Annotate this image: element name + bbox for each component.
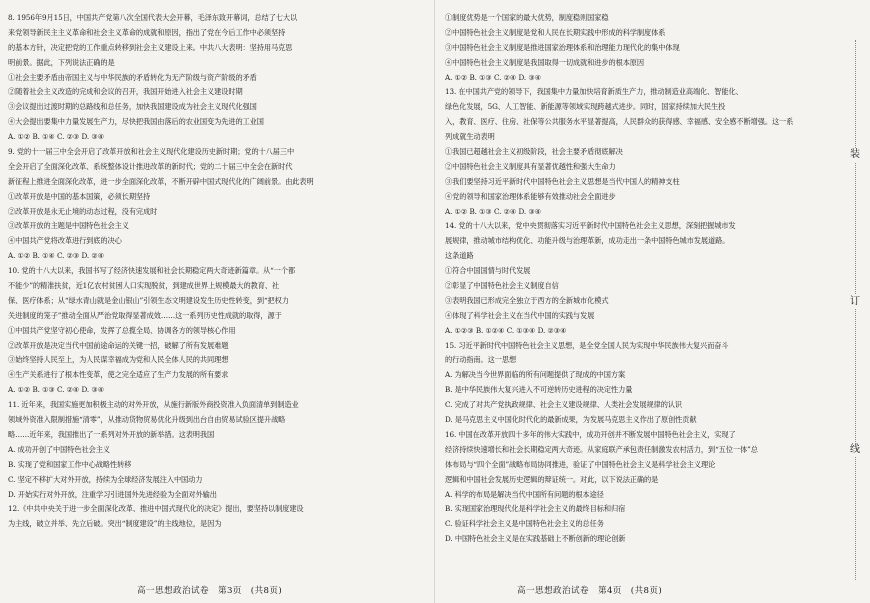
text-line: 15. 习近平新时代中国特色社会主义思想，是全党全国人民为实现中华民族伟大复兴而奋斗: [445, 340, 729, 350]
text-line: 为主线，破立并举、先立后破。突出“制度建设”的主线地位，是因为: [8, 519, 222, 529]
text-line: ①我国已超越社会主义初级阶段，社会主要矛盾彻底解决: [445, 147, 623, 157]
right-page: [435, 0, 870, 603]
text-line: ①社会主要矛盾由帝国主义与中华民族的矛盾转化为无产阶级与资产阶级的矛盾: [8, 72, 257, 82]
text-line: ③会议提出过渡时期的总路线和总任务，加快我国建设成为社会主义现代化强国: [8, 102, 257, 112]
text-line: ③中国特色社会主义制度是推进国家治理体系和治理能力现代化的集中体现: [445, 42, 680, 52]
text-line: D. 开始实行对外开放，注重学习引进国外先进经验为全面对外输出: [8, 489, 217, 499]
text-line: ①符合中国国情与时代发展: [445, 266, 531, 276]
text-line: ③表明我国已形成完全独立于西方的全新城市化模式: [445, 295, 609, 305]
text-line: 入，教育、医疗、住房、社保等公共服务水平显著提高，人民群众的获得感、幸福感、安全感不断增强。这一系: [445, 117, 794, 127]
left-page-footer: 高一思想政治试卷 第3页 (共8页): [137, 586, 283, 596]
text-line: A. ①②③ B. ①②④ C. ①③④ D. ②③④: [445, 325, 567, 335]
right-question-column: [445, 11, 827, 547]
text-line: ④中国共产党将改革进行到底的决心: [8, 236, 122, 246]
text-line: 8. 1956年9月15日，中国共产党第八次全国代表大会开幕，毛泽东致开幕词，总结了七大以: [8, 13, 298, 22]
text-line: 这条道路: [445, 251, 474, 261]
text-line: 10. 党的十八大以来，我国书写了经济快速发展和社会长期稳定两大奇迹新篇章。从“一个都: [8, 266, 296, 276]
text-line: ③我们要坚持习近平新时代中国特色社会主义思想是当代中国人的精神支柱: [445, 176, 680, 186]
text-line: A. ①② B. ①③ C. ②④ D. ③④: [8, 385, 105, 395]
text-line: 经济持续快速增长和社会长期稳定两大奇迹。从家庭联产承包责任制激发农村活力，到“五位一体”总: [445, 444, 758, 454]
text-line: 不能少”的精准扶贫，近1亿农村贫困人口实现脱贫，到建成世界上规模最大的教育、社: [8, 281, 280, 291]
text-line: 9. 党的十一届三中全会开启了改革开放和社会主义现代化建设历史新时期；党的十八届三中: [8, 147, 295, 157]
text-line: 保、医疗体系；从“绿水青山就是金山银山”引领生态文明建设发生历史性转变，到“把权力: [8, 295, 289, 305]
text-line: 13. 在中国共产党的领导下，我国集中力量加快培育新质生产力，推动制造业高端化、智能化、: [445, 87, 743, 97]
text-line: 的基本方针，决定把党的工作重点转移到社会主义建设上来。中共八大表明：坚持用马克思: [8, 42, 293, 52]
text-line: ②中国特色社会主义制度是党和人民在长期实践中形成的科学制度体系: [445, 27, 666, 37]
text-line: D. 中国特色社会主义是在实践基础上不断创新的理论创新: [445, 534, 626, 544]
text-line: 14. 党的十八大以来，党中央贯彻落实习近平新时代中国特色社会主义思想，深刻把握城市发: [445, 221, 736, 231]
text-line: 逻辑和中国社会发展历史逻辑的辩证统一。对此，以下说法正确的是: [445, 474, 659, 484]
text-line: A. 为解决当今世界面临的所有问题提供了现成的中国方案: [445, 370, 626, 380]
text-line: ②改革开放是永无止境的动态过程，没有完成时: [8, 206, 158, 216]
text-line: ④体现了科学社会主义在当代中国的实践与发展: [445, 310, 595, 320]
text-line: 关进制度的笼子”推动全面从严治党取得显著成效……这一系列历史性成就的取得，源于: [8, 310, 282, 320]
text-line: ④党的领导和国家治理体系能够有效推动社会全面进步: [445, 191, 616, 201]
text-line: ④大会提出要集中力量发展生产力，尽快把我国由落后的农业国变为先进的工业国: [8, 117, 264, 127]
binding-mark-zhuang: 装: [847, 148, 863, 162]
text-line: 明前景。据此，下列说法正确的是: [8, 57, 115, 67]
text-line: 新征程上推进全面深化改革，进一步全面深化改革，不断开辟中国式现代化的广阔前景。由此表明: [8, 176, 314, 186]
text-line: C. 验证科学社会主义是中国特色社会主义的总任务: [445, 519, 604, 529]
right-page-footer: 高一思想政治试卷 第4页 (共8页): [517, 586, 663, 596]
text-line: A. 科学的布局是解决当代中国所有问题的根本途径: [445, 489, 604, 499]
text-line: ④中国特色社会主义制度是我国取得一切成就和进步的根本原因: [445, 57, 645, 67]
text-line: 来党领导新民主主义革命和社会主义革命的成就和原因，指出了党在今后工作中必须坚持: [8, 27, 286, 37]
text-line: ②彰显了中国特色社会主义制度自信: [445, 281, 559, 291]
text-line: ③始终坚持人民至上，为人民谋幸福成为党和人民全体人民的共同理想: [8, 355, 229, 365]
text-line: ①改革开放是中国的基本国策，必须长期坚持: [8, 191, 151, 201]
text-line: C. 完成了对共产党执政规律、社会主义建设规律、人类社会发展规律的认识: [445, 400, 683, 410]
text-line: 展规律，推动城市结构优化、功能升级与治理革新，成功走出一条中国特色城市发展道路。: [445, 236, 730, 246]
text-line: D. 是马克思主义中国化时代化的最新成果，为发展马克思主义作出了原创性贡献: [445, 415, 697, 425]
text-line: 略……近年来，我国推出了一系列对外开放的新举措。这表明我国: [8, 429, 215, 439]
left-question-column: [8, 11, 424, 532]
binding-dotted-line: [855, 40, 856, 580]
text-line: ②改革开放是决定当代中国前途命运的关键一招，破解了所有发展难题: [8, 340, 229, 350]
text-line: B. 实现了党和国家工作中心战略性转移: [8, 459, 132, 469]
text-line: A. ①② B. ①③ C. ②④ D. ③④: [445, 206, 542, 216]
text-line: ③改革开放的主题是中国特色社会主义: [8, 221, 129, 231]
text-line: ④生产关系进行了根本性变革，使之完全适应了生产力发展的所有要求: [8, 370, 229, 380]
text-line: 16. 中国在改革开放四十多年的伟大实践中，成功开创并不断发展中国特色社会主义，实现了: [445, 429, 736, 439]
text-line: 12.《中共中央关于进一步全面深化改革、推进中国式现代化的决定》提出，要坚持以制度建设: [8, 504, 304, 514]
text-line: 的行动指南。这一思想: [445, 355, 517, 365]
text-line: ①制度优势是一个国家的最大优势，制度稳则国家稳: [445, 13, 609, 22]
binding-mark-xian: 线: [847, 443, 863, 457]
text-line: A. ①② B. ①④ C. ②③ D. ③④: [8, 132, 105, 142]
text-line: A. ①② B. ①④ C. ②③ D. ②④: [8, 251, 105, 261]
text-line: 列成就生动表明: [445, 132, 495, 142]
text-line: A. ①② B. ①③ C. ②④ D. ③④: [445, 72, 542, 82]
text-line: 绿色化发展，5G、人工智能、新能源等领域实现跨越式进步。同时，国家持续加大民生投: [445, 102, 726, 112]
text-line: 体布局与“四个全面”战略布局协同推进，验证了中国特色社会主义是科学社会主义理论: [445, 459, 716, 469]
binding-margin: [833, 0, 869, 603]
text-line: 领域外资准入限制措施“清零”，从推动货物贸易优化升级到出台自由贸易试验区提升战略: [8, 415, 286, 425]
text-line: ①中国共产党坚守初心使命，发挥了总揽全局、协调各方的领导核心作用: [8, 325, 236, 335]
text-line: ②中国特色社会主义制度具有显著优越性和强大生命力: [445, 161, 616, 171]
text-line: 11. 近年来，我国实施更加积极主动的对外开放，从施行新版外商投资准入负面清单到制造业: [8, 400, 299, 410]
binding-mark-ding: 订: [847, 295, 863, 309]
text-line: B. 实现国家治理现代化是科学社会主义的最终目标和归宿: [445, 504, 626, 514]
text-line: C. 坚定不移扩大对外开放，持续为全球经济发展注入中国动力: [8, 474, 203, 484]
text-line: ②随着社会主义改造的完成和会议的召开，我国开始进入社会主义建设时期: [8, 87, 243, 97]
text-line: B. 是中华民族伟大复兴进入不可逆转历史进程的决定性力量: [445, 385, 633, 395]
text-line: 全会开启了全面深化改革、系统整体设计推进改革的新时代；党的二十届三中全会在新时代: [8, 161, 293, 171]
text-line: A. 成功开创了中国特色社会主义: [8, 444, 110, 454]
